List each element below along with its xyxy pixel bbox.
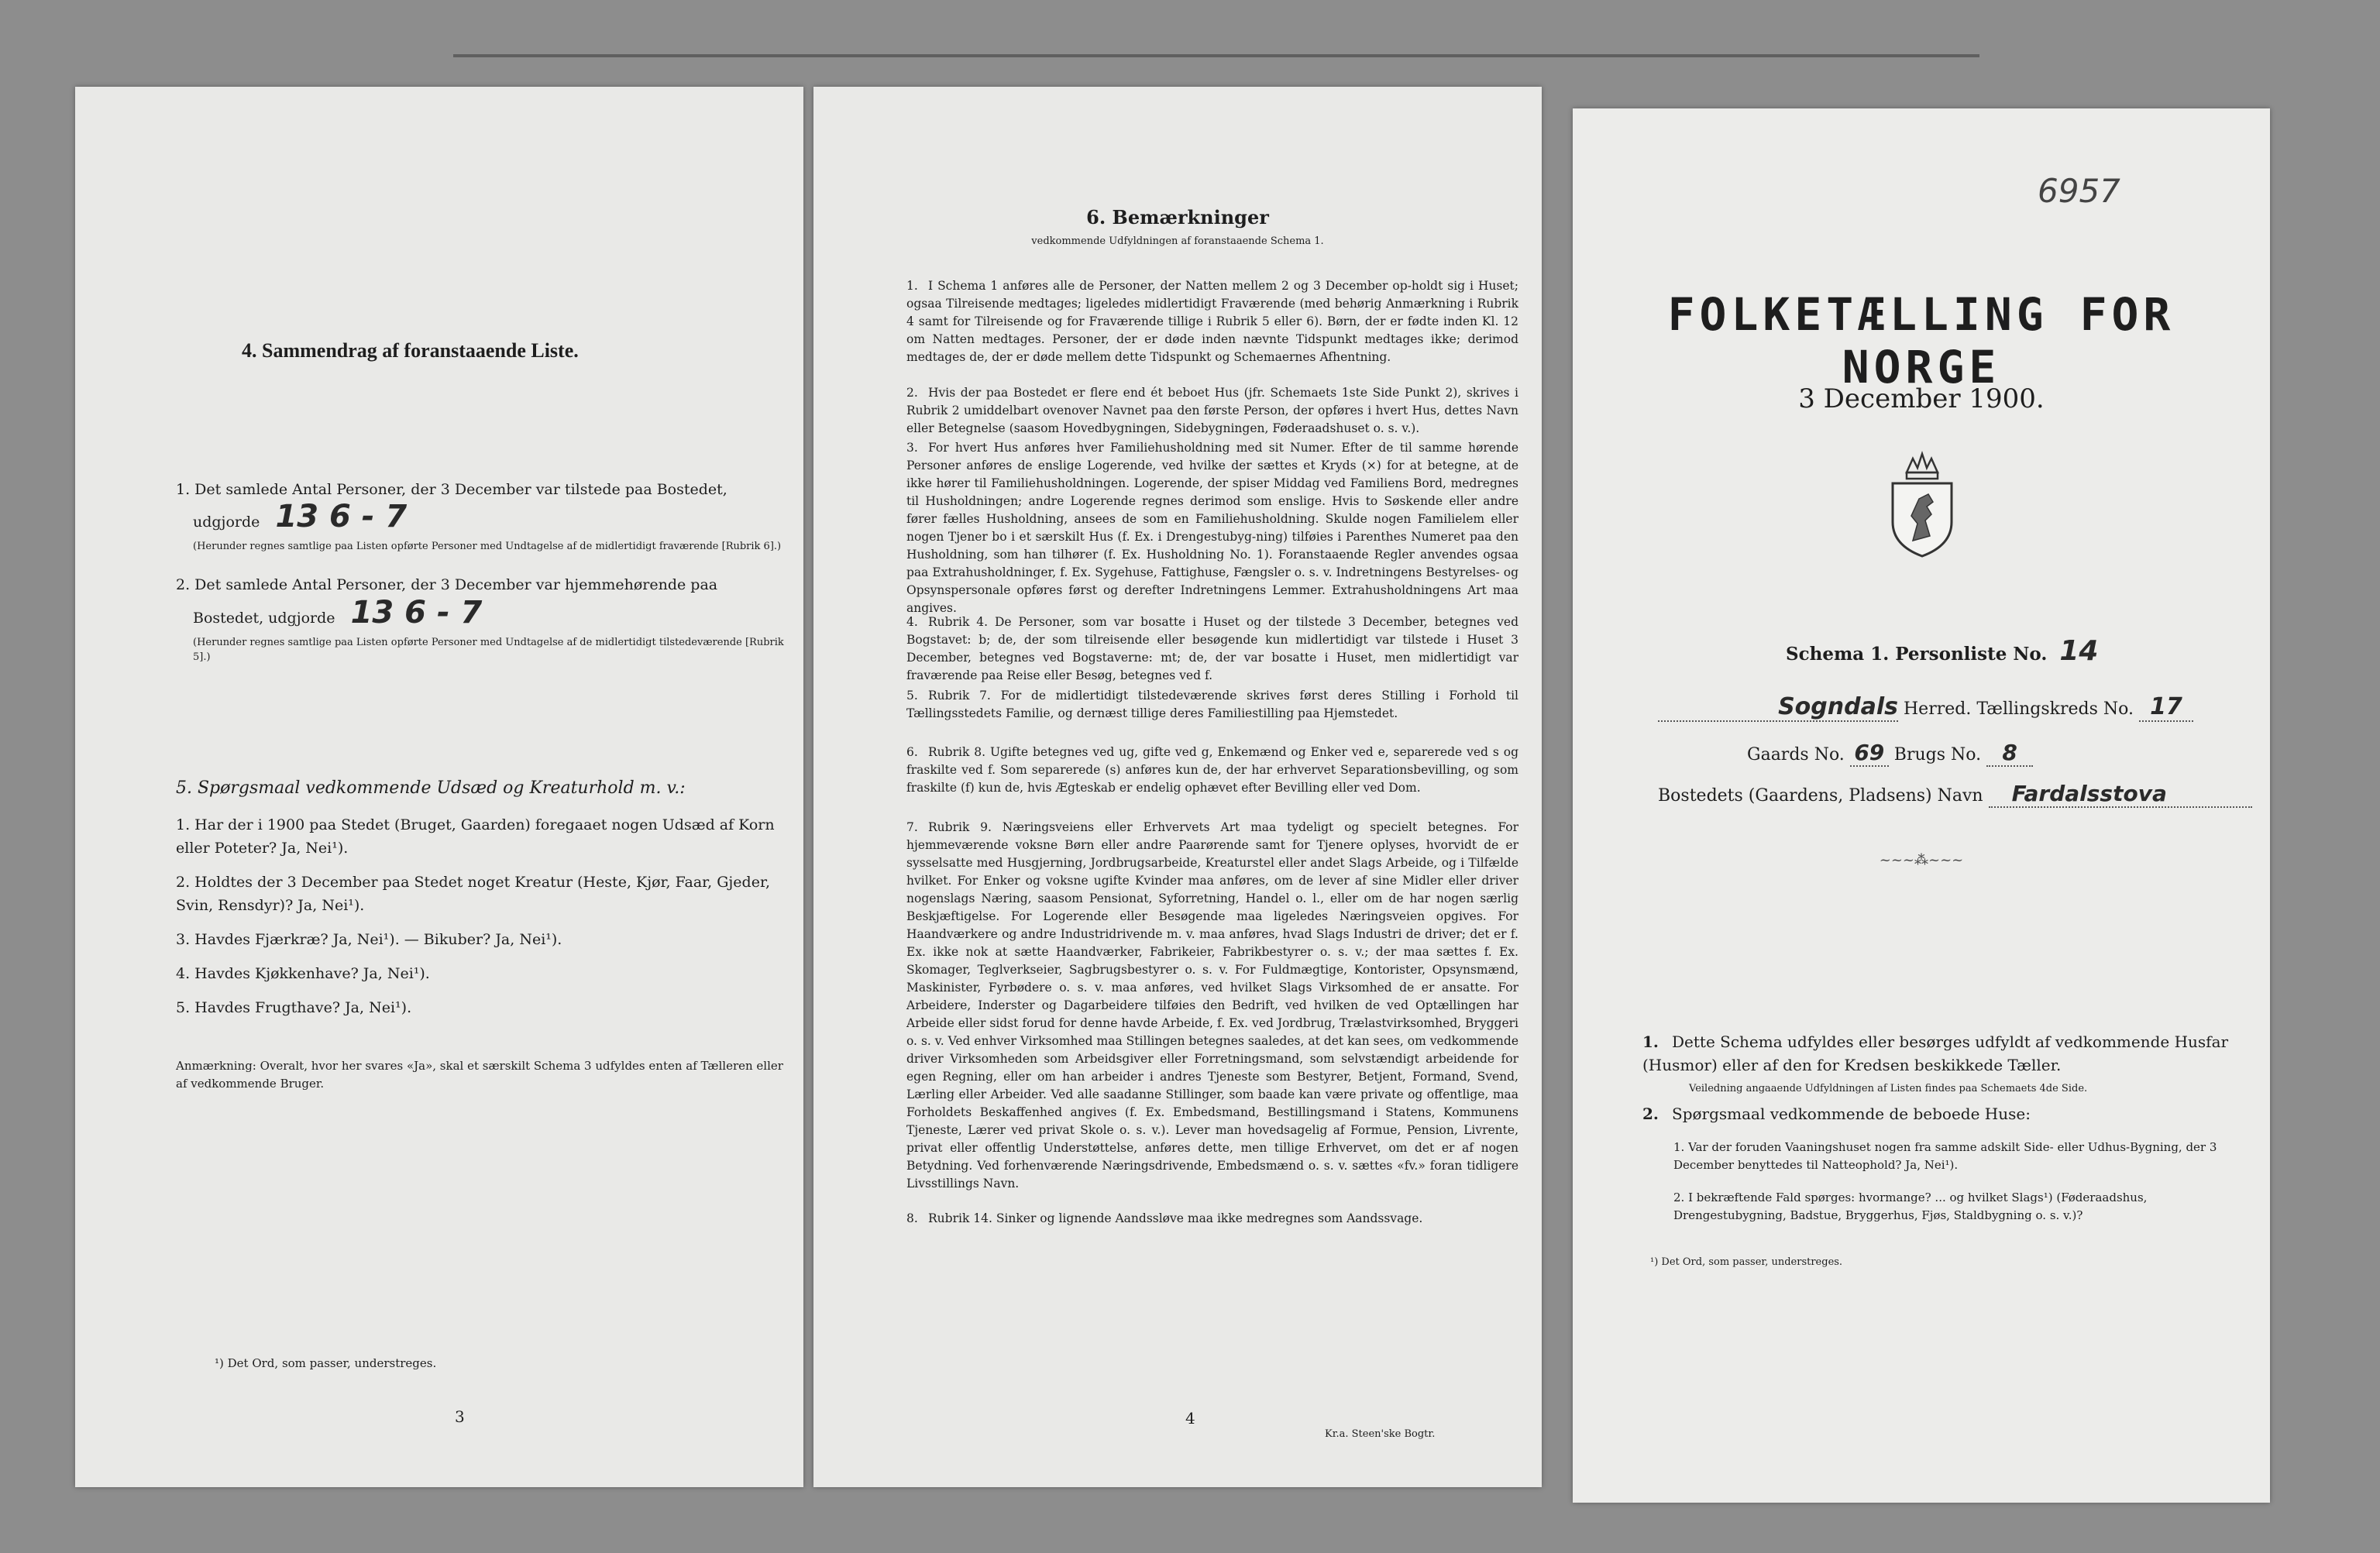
schema-label: Schema 1. Personliste No. xyxy=(1786,644,2048,665)
page-number: 4 xyxy=(1185,1409,1195,1428)
herred-line xyxy=(1658,693,2254,722)
q1-answer-line xyxy=(193,499,408,534)
footnote: ¹) Det Ord, som passer, understreges. xyxy=(215,1356,437,1370)
brugs-value: 8 xyxy=(2002,740,2017,765)
remark-item-8: 8. Rubrik 14. Sinker og lignende Aandssløve maa ikke medregnes som Aandssvage. xyxy=(906,1211,1423,1225)
q2-prefix: Bostedet, udgjorde xyxy=(193,610,335,627)
bosted-label: Bostedets (Gaardens, Pladsens) Navn xyxy=(1658,786,1983,806)
ornament: ~~~⁂~~~ xyxy=(1879,852,1964,868)
remark: Anmærkning: Overalt, hvor her svares «Ja», skal et særskilt Schema 3 udfyldes enten af Tælleren eller af vedkommende Bruger. xyxy=(176,1059,783,1091)
s5-item-3: 3. Havdes Fjærkræ? Ja, Nei¹). — Bikuber? Ja, Nei¹). xyxy=(176,931,562,948)
instruction-1: 1. Dette Schema udfyldes eller besørges udfyldt af vedkommende Husfar (Husmor) eller af den for Kredsen beskikkede Tæller. xyxy=(1642,1032,2229,1074)
page-1 xyxy=(1573,108,2270,1503)
s5-item-2: 2. Holdtes der 3 December paa Stedet noget Kreatur (Heste, Kjør, Faar, Gjeder, Svin, Rensdyr)? Ja, Nei¹). xyxy=(176,874,770,914)
remark-item-3: 3. For hvert Hus anføres hver Familiehusholdning med sit Numer. Efter de til samme hørende Personer anføres de enslige Logerende, ved hvilke der sættes et Kryds (×) for at betegne, at de ikke hører til Familiehusholdningen. Logerende, der spiser Middag ved Familiens Bord, medregnes til Husholdningen; andre Logerende regnes derimod som enslige. Hvis to Søskende eller andre fører fælles Husholdning, ansees de som en Familiehusholdning. Skulde nogen Familielem eller nogen Tjener bo i et særskilt Hus (f. Ex. i Drengestubyg-ning) tilføies i Parenthes Numeret paa den Husholdning, som han tilhører (f. Ex. Husholdning No. 1). Foranstaaende Regler anvendes ogsaa paa Extrahusholdninger, f. Ex. Sygehuse, Fattighuse, Fængsler o. s. v. Indretningens Bestyrelses- og Opsynspersonale opføres først og derefter Indretningens Lemmer. Extrahusholdningens Art maa angives. xyxy=(906,441,1518,615)
herred-value: Sogndals xyxy=(1778,693,1898,720)
s5-item-5: 5. Havdes Frugthave? Ja, Nei¹). xyxy=(176,999,412,1016)
remark-item-5: 5. Rubrik 7. For de midlertidigt tilstedeværende skrives først deres Stilling i Forhold til Tællingsstedets Familie, og dernæst tillige deres Familiestilling paa Hjemstedet. xyxy=(906,689,1518,720)
instruction-2: 2. Spørgsmaal vedkommende de beboede Huse: xyxy=(1642,1105,2031,1123)
house-question-2: 2. I bekræftende Fald spørges: hvormange? ... og hvilket Slags¹) (Føderaadshus, Drengestubygning, Badstue, Bryggerhus, Fjøs, Staldbygning o. s. v.)? xyxy=(1673,1191,2148,1222)
remark-item-4: 4. Rubrik 4. De Personer, som var bosatte i Huset og der tilstede 3 December, betegnes ved Bogstavet: b; de, der som tilreisende eller besøgende kun midlertidigt var tilstede i Huset 3 December, betegnes ved Bogstaverne: mt; de, der var bosatte i Huset, men midlertidigt var fraværende paa Reise eller Besøg, betegnes ved f. xyxy=(906,615,1518,682)
instruction-1-note: Veiledning angaaende Udfyldningen af Listen findes paa Schemaets 4de Side. xyxy=(1689,1083,2088,1094)
s5-item-1: 1. Har der i 1900 paa Stedet (Bruget, Gaarden) foregaaet nogen Udsæd af Korn eller Poteter? Ja, Nei¹). xyxy=(176,816,775,857)
document-title: FOLKETÆLLING FOR NORGE xyxy=(1667,288,2175,393)
herred-label: Herred. xyxy=(1904,699,1972,719)
kreds-value: 17 xyxy=(2150,693,2182,720)
remark-item-1: 1. I Schema 1 anføres alle de Personer, der Natten mellem 2 og 3 December op-holdt sig i Huset; ogsaa Tilreisende medtages; ligeledes midlertidigt Fraværende (med behørig Anmærkning i Rubrik 4 samt for Tilreisende og for Fraværende tillige i Rubrik 5 eller 6). Børn, der er fødte inden Kl. 12 om Natten medtages. Personer, der er døde inden nævnte Tidspunkt medtages ikke; derimod medtages de, der er døde mellem dette Tidspunkt og Schemaernes Afhentning. xyxy=(906,279,1518,364)
gaards-label: Gaards No. xyxy=(1747,745,1845,764)
page-3 xyxy=(75,87,803,1487)
page-4 xyxy=(813,87,1542,1487)
footnote: ¹) Det Ord, som passer, understreges. xyxy=(1650,1256,1843,1268)
remark-item-7: 7. Rubrik 9. Næringsveiens eller Erhvervets Art maa tydeligt og specielt betegnes. For hjemmeværende voksne Børn eller andre Paarørende samt for Tjenere oplyses, hvorvidt de er sysselsatte med Husgjerning, Jordbrugsarbeide, Kreaturstel eller andet Slags Arbeide, og i Tilfælde hvilket. For Enker og voksne ugifte Kvinder maa anføres, om de lever af sine Midler eller driver nogenslags Næring, saasom Pensionat, Syforretning, Handel o. l., eller om de har nogen særlig Beskjæftigelse. For Logerende eller Besøgende maa ligeledes Næringsveien opgives. For Haandværkere og andre Industridrivende m. v. maa anføres, hvad Slags Industri de driver; det er f. Ex. ikke nok at sætte Haandværker, Fabrikeier, Fabrikbestyrer o. s. v.; der maa sættes f. Ex. Skomager, Teglverkseier, Sagbrugsbestyrer o. s. v. For Fuldmægtige, Kontorister, Opsynsmænd, Maskinister, Fyrbødere o. s. v. maa anføres, ved hvilket Slags Virksomhed de er ansatte. For Arbeidere, Inderster og Dagarbeidere tilføies den Bedrift, ved hvilken de ved Optællingen har Arbeide eller sidst forud for denne havde Arbeide, f. Ex. ved Jordbrug, Trælastvirksomhed, Bryggeri o. s. v. Ved enhver Virksomhed maa Stillingen betegnes saaledes, at det kan sees, om vedkommende driver Virksomheden som Arbeidsgiver eller Forretningsmand, som selvstændigt arbeidende for egen Regning, eller om han arbeider i andres Tjeneste som Bestyrer, Betjent, Formand, Svend, Lærling eller Arbeider. Ved alle saadanne Stillinger, som baade kan være private og offentlige, maa Forholdets Beskaffenhed angives (f. Ex. Embedsmand, Bestillingsmand i Statens, Kommunens Tjeneste, Lærer ved privat Skole o. s. v.). Lever man hovedsagelig af Formue, Pension, Livrente, privat eller offentlig Understøttelse, anføres dette, men tillige Erhvervet, om det er af nogen Betydning. Ved forhenværende Næringsdrivende, Embedsmænd o. s. v. sættes «fv.» foran tidligere Livsstillings Navn. xyxy=(906,820,1518,1191)
q1-prefix: udgjorde xyxy=(193,514,260,531)
brugs-label: Brugs No. xyxy=(1893,745,1982,764)
q1-text: 1. Det samlede Antal Personer, der 3 December var tilstede paa Bostedet, xyxy=(176,481,727,498)
q2-note: (Herunder regnes samtlige paa Listen opførte Personer med Undtagelse af de midlertidigt tilstedeværende [Rubrik 5].) xyxy=(193,637,784,663)
q1-handwritten-value: 13 6 - 7 xyxy=(275,499,408,534)
kreds-label: Tællingskreds No. xyxy=(1976,699,2134,719)
schema-line xyxy=(1786,635,2098,667)
q2-handwritten-value: 13 6 - 7 xyxy=(350,595,483,630)
printer-imprint: Kr.a. Steen'ske Bogtr. xyxy=(1325,1428,1436,1440)
bosted-value: Fardalsstova xyxy=(2011,781,2167,806)
s5-item-4: 4. Havdes Kjøkkenhave? Ja, Nei¹). xyxy=(176,965,430,982)
norway-coat-of-arms-icon xyxy=(1886,449,1958,561)
q2-answer-line xyxy=(193,595,483,630)
personliste-number: 14 xyxy=(2059,635,2099,667)
bosted-line xyxy=(1658,781,2262,808)
page-number: 3 xyxy=(455,1407,465,1426)
census-date: 3 December 1900. xyxy=(1798,383,2045,414)
gaards-value: 69 xyxy=(1854,740,1885,765)
house-question-1: 1. Var der foruden Vaaningshuset nogen fra samme adskilt Side- eller Udhus-Bygning, der 3 December benyttedes til Natteophold? Ja, Nei¹). xyxy=(1673,1140,2217,1172)
background-edge xyxy=(453,54,1979,57)
gaards-line xyxy=(1747,740,2033,767)
remarks-subheading: vedkommende Udfyldningen af foranstaaende Schema 1. xyxy=(1031,235,1324,247)
section-5-heading: 5. Spørgsmaal vedkommende Udsæd og Kreaturhold m. v.: xyxy=(176,778,686,798)
stamp-number: 6957 xyxy=(2038,172,2120,210)
q2-text: 2. Det samlede Antal Personer, der 3 December var hjemmehørende paa xyxy=(176,576,718,593)
section-4-heading: 4. Sammendrag af foranstaaende Liste. xyxy=(242,339,579,362)
remarks-heading: 6. Bemærkninger xyxy=(1086,206,1269,228)
q1-note: (Herunder regnes samtlige paa Listen opførte Personer med Undtagelse af de midlertidigt fraværende [Rubrik 6].) xyxy=(193,541,782,552)
remark-item-6: 6. Rubrik 8. Ugifte betegnes ved ug, gifte ved g, Enkemænd og Enker ved e, separerede ved s og fraskilte ved f. Som separerede (s) anføres kun de, der har erhvervet Separationsbevilling, og som fraskilte (f) kun de, hvis Ægteskab er endelig ophævet efter Bevilling eller ved Dom. xyxy=(906,745,1518,795)
remark-item-2: 2. Hvis der paa Bostedet er flere end ét beboet Hus (jfr. Schemaets 1ste Side Punkt 2), skrives i Rubrik 2 umiddelbart ovenover Navnet paa den første Person, der opføres i hvert Hus, dettes Navn eller Betegnelse (saasom Hovedbygningen, Sidebygningen, Føderaadshuset o. s. v.). xyxy=(906,386,1518,435)
